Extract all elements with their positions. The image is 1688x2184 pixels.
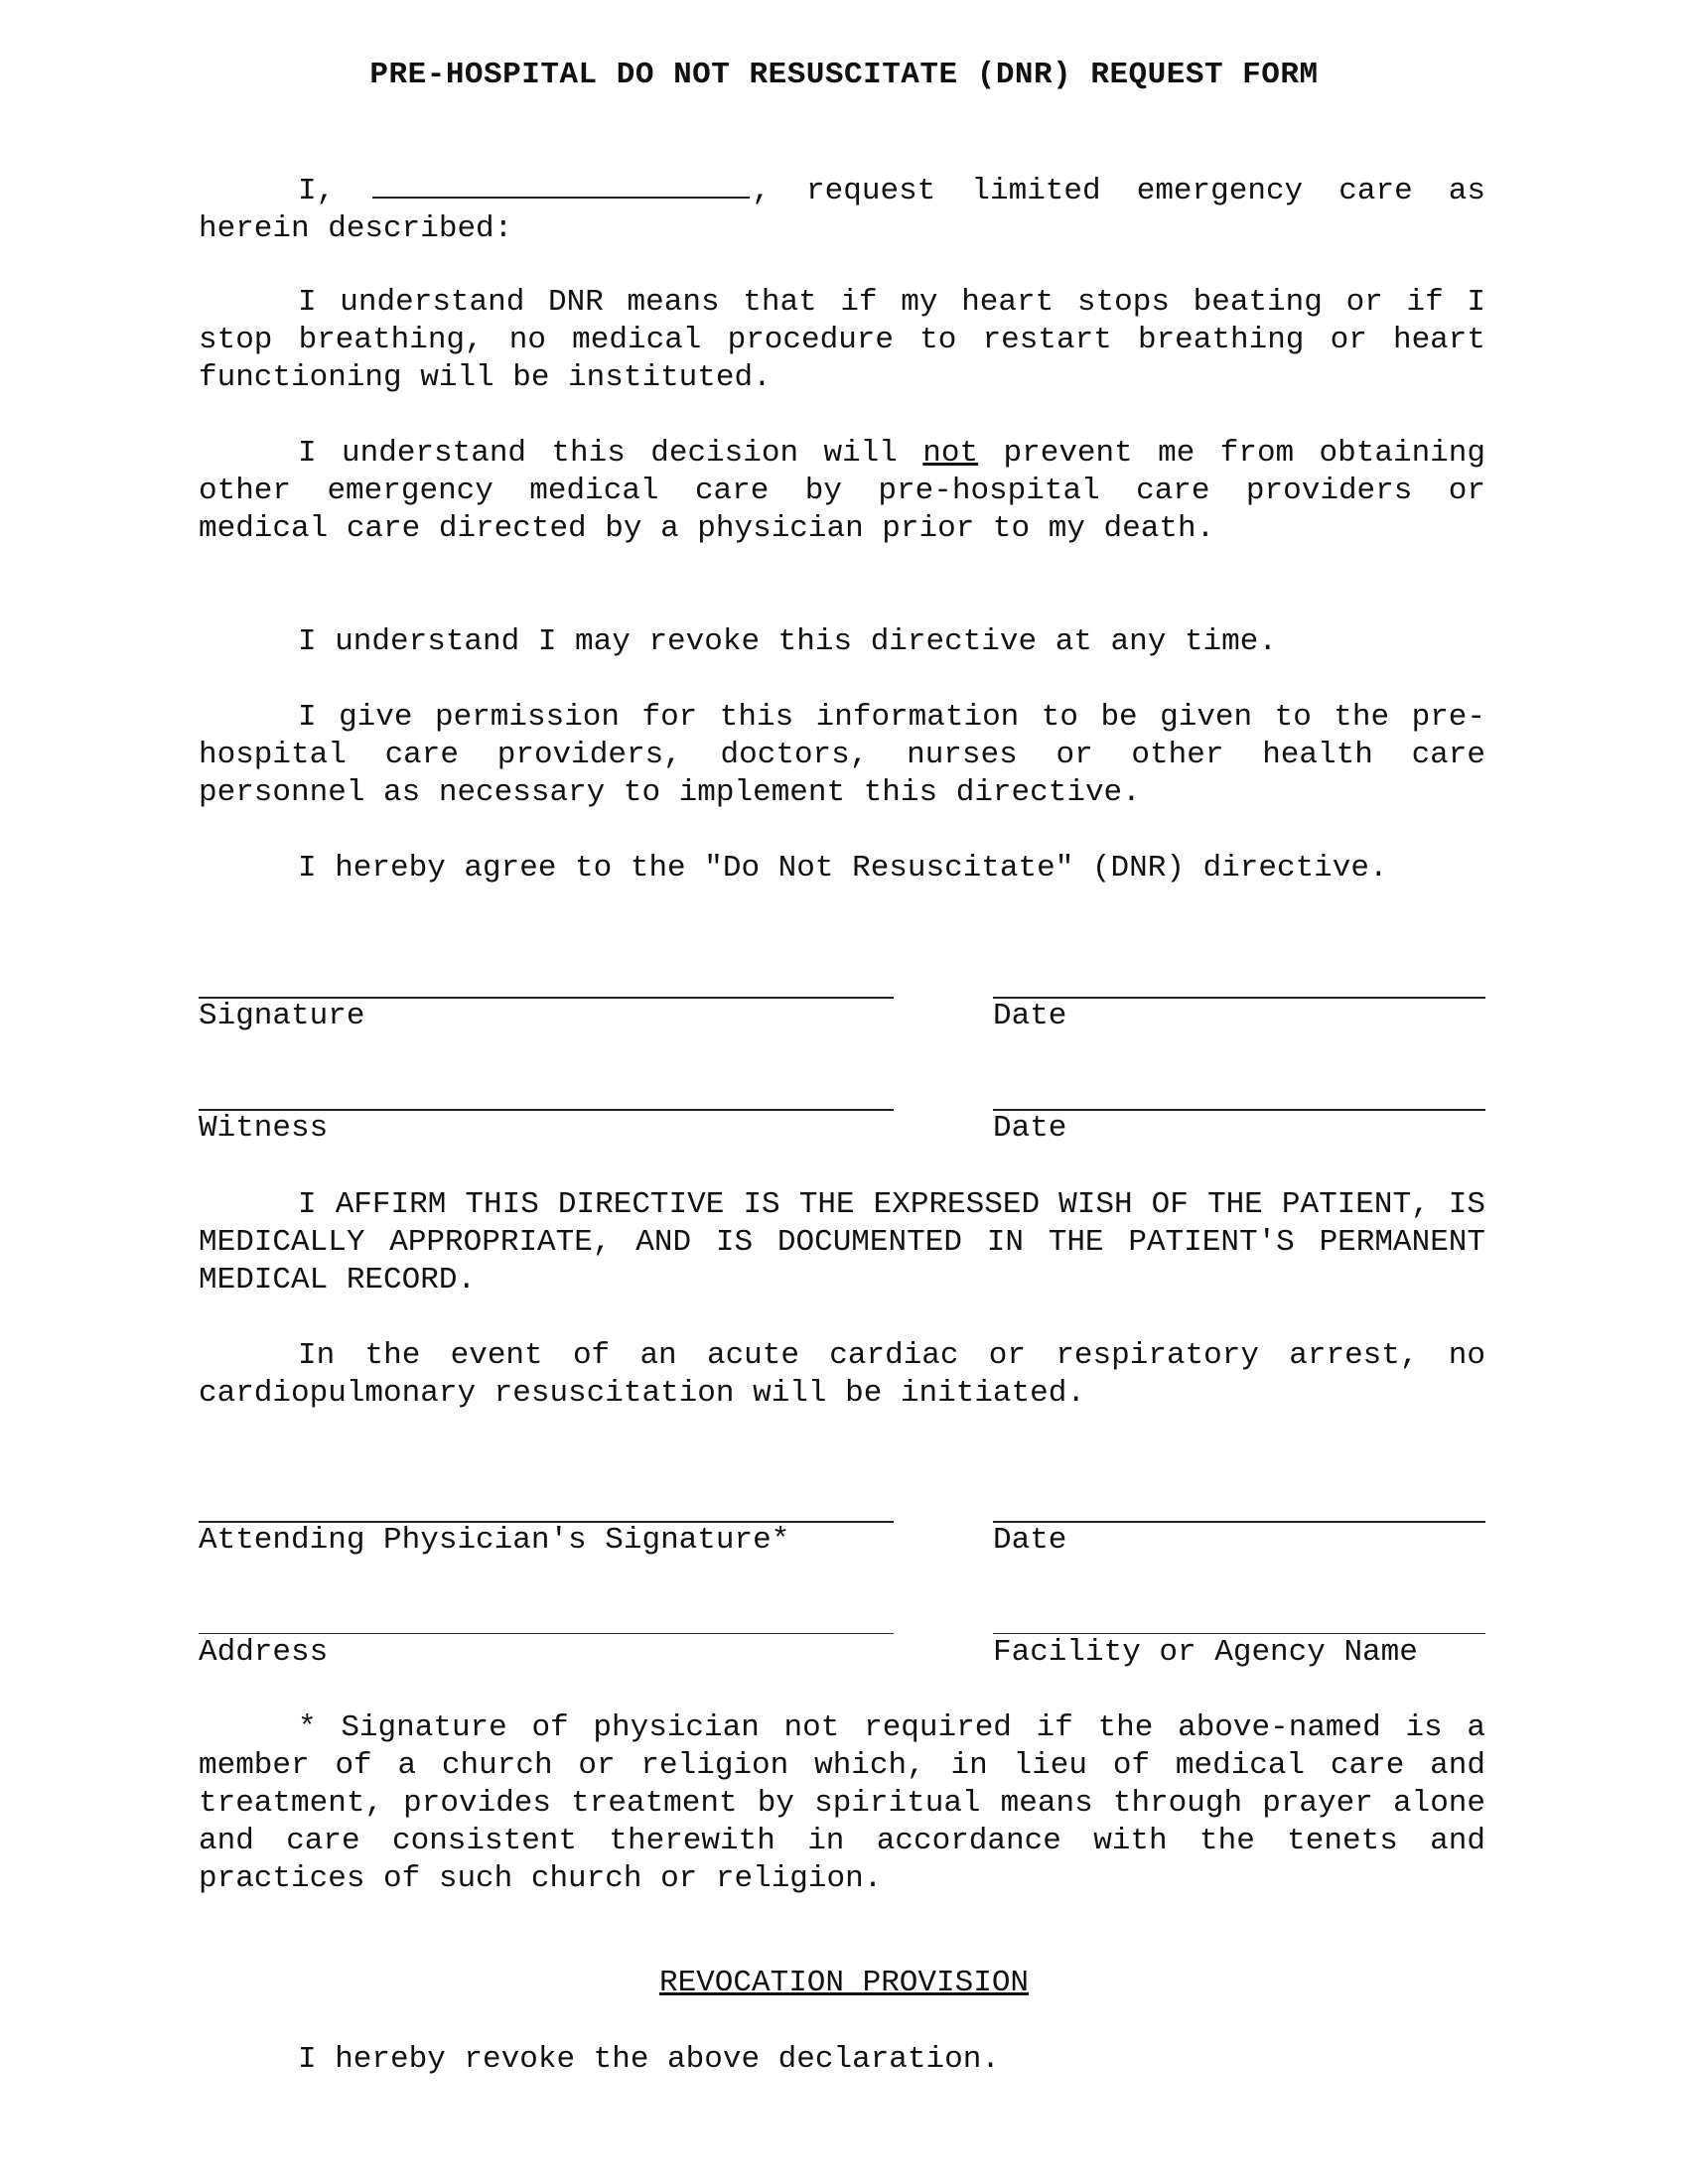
witness-date-label: Date <box>993 1111 1067 1146</box>
form-title: PRE-HOSPITAL DO NOT RESUSCITATE (DNR) REQUEST FORM <box>369 58 1319 92</box>
physician-signature-label: Attending Physician's Signature* <box>199 1523 790 1558</box>
facility-label: Facility or Agency Name <box>993 1635 1418 1670</box>
revocation-heading <box>0 1966 1688 2000</box>
revocation-paragraph: I hereby revoke the above declaration. <box>298 2042 1000 2077</box>
not-emphasis: not <box>922 436 979 471</box>
intro-prefix: I, <box>298 174 336 208</box>
permission-paragraph: I give permission for this information to be given to the pre-hospital care providers, doctors, nurses or other health care personnel as necessary to implement this directive. <box>199 700 1485 810</box>
revocation-title: REVOCATION PROVISION <box>658 1966 1030 2000</box>
revoke-anytime-paragraph: I understand I may revoke this directive at any time. <box>298 624 1277 659</box>
not-prevent-paragraph <box>199 435 1485 548</box>
address-label: Address <box>199 1635 329 1670</box>
patient-name-field[interactable] <box>372 171 750 199</box>
dnr-meaning-paragraph: I understand DNR means that if my heart stops beating or if I stop breathing, no medical procedure to restart breathing or heart functioning will be instituted. <box>199 285 1485 395</box>
physician-date-label: Date <box>993 1523 1067 1558</box>
agree-paragraph: I hereby agree to the "Do Not Resuscitate" (DNR) directive. <box>298 851 1388 886</box>
not-prevent-prefix: I understand this decision will <box>298 436 898 471</box>
address-line[interactable] <box>199 1633 894 1634</box>
signature-label: Signature <box>199 999 365 1033</box>
not-prevent-suffix: prevent me from obtaining other emergency medical care by pre-hospital care providers or medical care directed by a physician prior to my death. <box>199 436 1485 546</box>
footnote-paragraph: * Signature of physician not required if the above-named is a member of a church or religion which, in lieu of medical care and treatment, provides treatment by spiritual means through prayer alone and care consistent therewith in accordance with the tenets and practices of such church or religion. <box>199 1710 1485 1896</box>
arrest-paragraph: In the event of an acute cardiac or respiratory arrest, no cardiopulmonary resuscitation will be initiated. <box>199 1338 1485 1411</box>
affirm-paragraph: I AFFIRM THIS DIRECTIVE IS THE EXPRESSED WISH OF THE PATIENT, IS MEDICALLY APPROPRIATE, AND IS DOCUMENTED IN THE PATIENT'S PERMANENT MEDICAL RECORD. <box>199 1187 1485 1297</box>
intro-suffix: , request limited emergency care as herein described: <box>199 174 1486 246</box>
witness-label: Witness <box>199 1111 329 1146</box>
intro-paragraph <box>199 171 1485 248</box>
facility-line[interactable] <box>993 1633 1485 1634</box>
signature-date-label: Date <box>993 999 1067 1033</box>
